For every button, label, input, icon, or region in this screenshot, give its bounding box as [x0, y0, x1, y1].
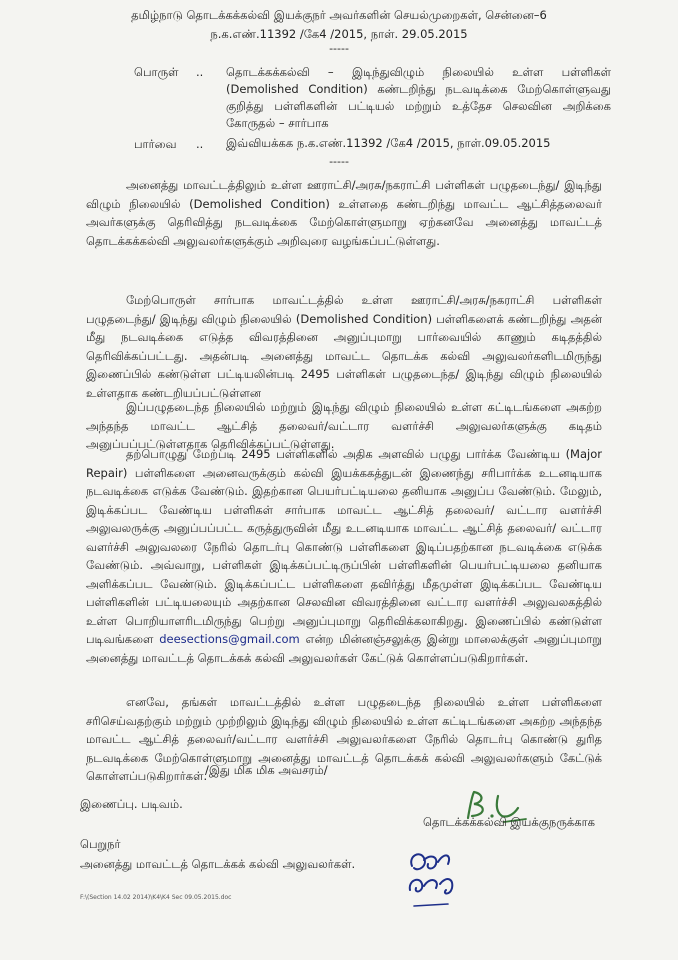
- subject-text: தொடக்கக்கல்வி – இடிந்துவிழும் நிலையில் உள்ள பள்ளிகள் (Demolished Condition) கண்டறிந்து நடவடிக்கை மேற்கொள்ளுவது குறித்து பள்ளிகளின் பட்டியல் மற்றும் உத்தேச செலவின அறிக்கை கோருதல் – சார்பாக: [226, 65, 611, 130]
- paragraph-text: அனைத்து மாவட்டத்திலும் உள்ள ஊராட்சி/அரசு/நகராட்சி பள்ளிகள் பழுதடைந்து/ இடிந்து விழும் நிலையில் (Demolished Condition) உள்ளதை கண்டறிந்து மாவட்ட ஆட்சித்தலைவர் அவர்களுக்கு தெரிவித்து நடவடிக்கை மேற்கொள்ளுமாறு ஏற்கனவே அனைத்து மாவட்டத் தொடக்கக்கல்வி அலுவலர்களுக்கும் அறிவுரை வழங்கப்பட்டுள்ளது.: [86, 178, 602, 248]
- body-paragraph-4: [86, 445, 602, 667]
- recipient-label: பெறுநர்: [80, 837, 121, 851]
- body-paragraph-5: [86, 693, 602, 786]
- paragraph-text: மேற்பொருள் சார்பாக மாவட்டத்தில் உள்ள ஊராட்சி/அரசு/நகராட்சி பள்ளிகள் பழுதடைந்து/ இடிந்து விழும் நிலையில் (Demolished Condition) பள்ளிகளைக் கண்டறிந்து அதன் மீது நடவடிக்கை எடுத்த விவரத்தினை அனுப்புமாறு பார்வையில் காணும் கடிதத்தில் தெரிவிக்கப்பட்டது. அதன்படி அனைத்து மாவட்ட தொடக்க கல்வி அலுவலர்களிடமிருந்து இணைப்பில் கண்டுள்ள பட்டியலின்படி 2495 பள்ளிகள் பழுதடைந்த/ இடிந்து விழும் நிலையில் உள்ளதாக கண்டறியப்பட்டுள்ளன: [86, 293, 602, 400]
- proceedings-number: ந.க.எண்.11392 /கே4 /2015, நாள். 29.05.2015: [210, 27, 468, 41]
- initials-mark: [404, 846, 464, 916]
- separator-line: -----: [329, 42, 349, 55]
- paragraph-text: தற்பொழுது மேற்படி 2495 பள்ளிகளில் அதிக அளவில் பழுது பார்க்க வேண்டிய (Major Repair) பள்ளிகளை அனைவருக்கும் கல்வி இயக்ககத்துடன் இணைந்து சரிபார்க்க உடனடியாக நடவடிக்கை எடுக்க வேண்டும். இதற்கான பெயர்பட்டியலை தனியாக அனுப்ப வேண்டும். மேலும், இடிக்கப்பட வேண்டிய பள்ளிகள் சார்பாக மாவட்ட ஆட்சித் தலைவர்/ வட்டார வளர்ச்சி அலுவலருக்கு அனுப்பப்பட்ட கருத்துருவின் மீது உடனடியாக மாவட்ட ஆட்சித் தலைவர்/ வட்டார வளர்ச்சி அலுவலரை நேரில் தொடர்பு கொண்டு பள்ளிகளை இடிப்பதற்கான நடவடிக்கை எடுக்க வேண்டும். அவ்வாறு, பள்ளிகள் இடிக்கப்பட்டிருப்பின் பள்ளிகளின் பெயர்பட்டியலை தனியாக அளிக்கப்பட வேண்டும். இடிக்கப்பட்ட பள்ளிகளை தவிர்த்து மீதமுள்ள இடிக்கப்பட வேண்டிய பள்ளிகளின் பட்டியலையும் அதற்கான செலவின விவரத்தினை வட்டார வளர்ச்சி அலுவலகத்தில் உள்ள பொறியாளரிடமிருந்து பெற்று அனுப்புமாறு தெரிவிக்கலாகிறது. இணைப்பில் கண்டுள்ள படிவங்களை: [86, 447, 602, 646]
- reference-text: இவ்வியக்கக ந.க.எண்.11392 /கே4 /2015, நாள்.09.05.2015: [226, 136, 551, 150]
- enclosure-note: இணைப்பு. படிவம்.: [80, 797, 183, 811]
- office-header: தமிழ்நாடு தொடக்கக்கல்வி இயக்குநர் அவர்களின் செயல்முறைகள், சென்னை–6: [131, 8, 547, 22]
- paragraph-text: இப்பழுதடைந்த நிலையில் மற்றும் இடிந்து விழும் நிலையில் உள்ள கட்டிடங்களை அகற்ற அந்தந்த மாவட்ட ஆட்சித் தலைவர்/வட்டார வளர்ச்சி அலுவலர்களுக்கு கடிதம் அனுப்பப்பட்டுள்ளதாக தெரிவிக்கப்பட்டுள்ளது.: [86, 400, 602, 451]
- subject-dots: ..: [196, 65, 204, 79]
- paragraph-text: என்ற மின்னஞ்சலுக்கு இன்று மாலைக்குள் அனுப்புமாறு அனைத்து மாவட்டத் தொடக்கக் கல்வி அலுவலர்கள் கேட்டுக் கொள்ளப்படுகிறார்கள்.: [86, 632, 602, 665]
- reference-label: பார்வை: [134, 137, 177, 151]
- file-path-footer: F:\(Section 14.02 2014)\K4\K4 Sec 09.05.2015.doc: [80, 894, 232, 901]
- subject-label: பொருள்: [134, 65, 179, 79]
- reference-dots: ..: [196, 137, 204, 151]
- signatory-title: தொடக்கக்கல்வி இயக்குநருக்காக: [423, 815, 595, 829]
- recipient-value: அனைத்து மாவட்டத் தொடக்கக் கல்வி அலுவலர்கள்.: [80, 857, 356, 871]
- separator-line: -----: [329, 155, 349, 168]
- paragraph-text: எனவே, தங்கள் மாவட்டத்தில் உள்ள பழுதடைந்த நிலையில் உள்ள பள்ளிகளை சரிசெய்வதற்கும் மற்றும் முற்றிலும் இடிந்து விழும் நிலையில் உள்ள கட்டிடங்களை அகற்ற அந்தந்த மாவட்ட ஆட்சித் தலைவர்/வட்டார வளர்ச்சி அலுவலர்களை நேரில் தொடர்பு கொண்டு துரித நடவடிக்கை மேற்கொள்ளுமாறு அனைத்து மாவட்டத் தொடக்கக் கல்வி அலுவலர்களும் கேட்டுக் கொள்ளப்படுகிறார்கள்.: [86, 695, 602, 783]
- body-paragraph-2: [86, 291, 602, 402]
- email-address[interactable]: deesections@gmail.com: [159, 632, 300, 646]
- urgent-note: /இது மிக மிக அவசரம்/: [205, 763, 328, 777]
- body-paragraph-1: [86, 176, 602, 250]
